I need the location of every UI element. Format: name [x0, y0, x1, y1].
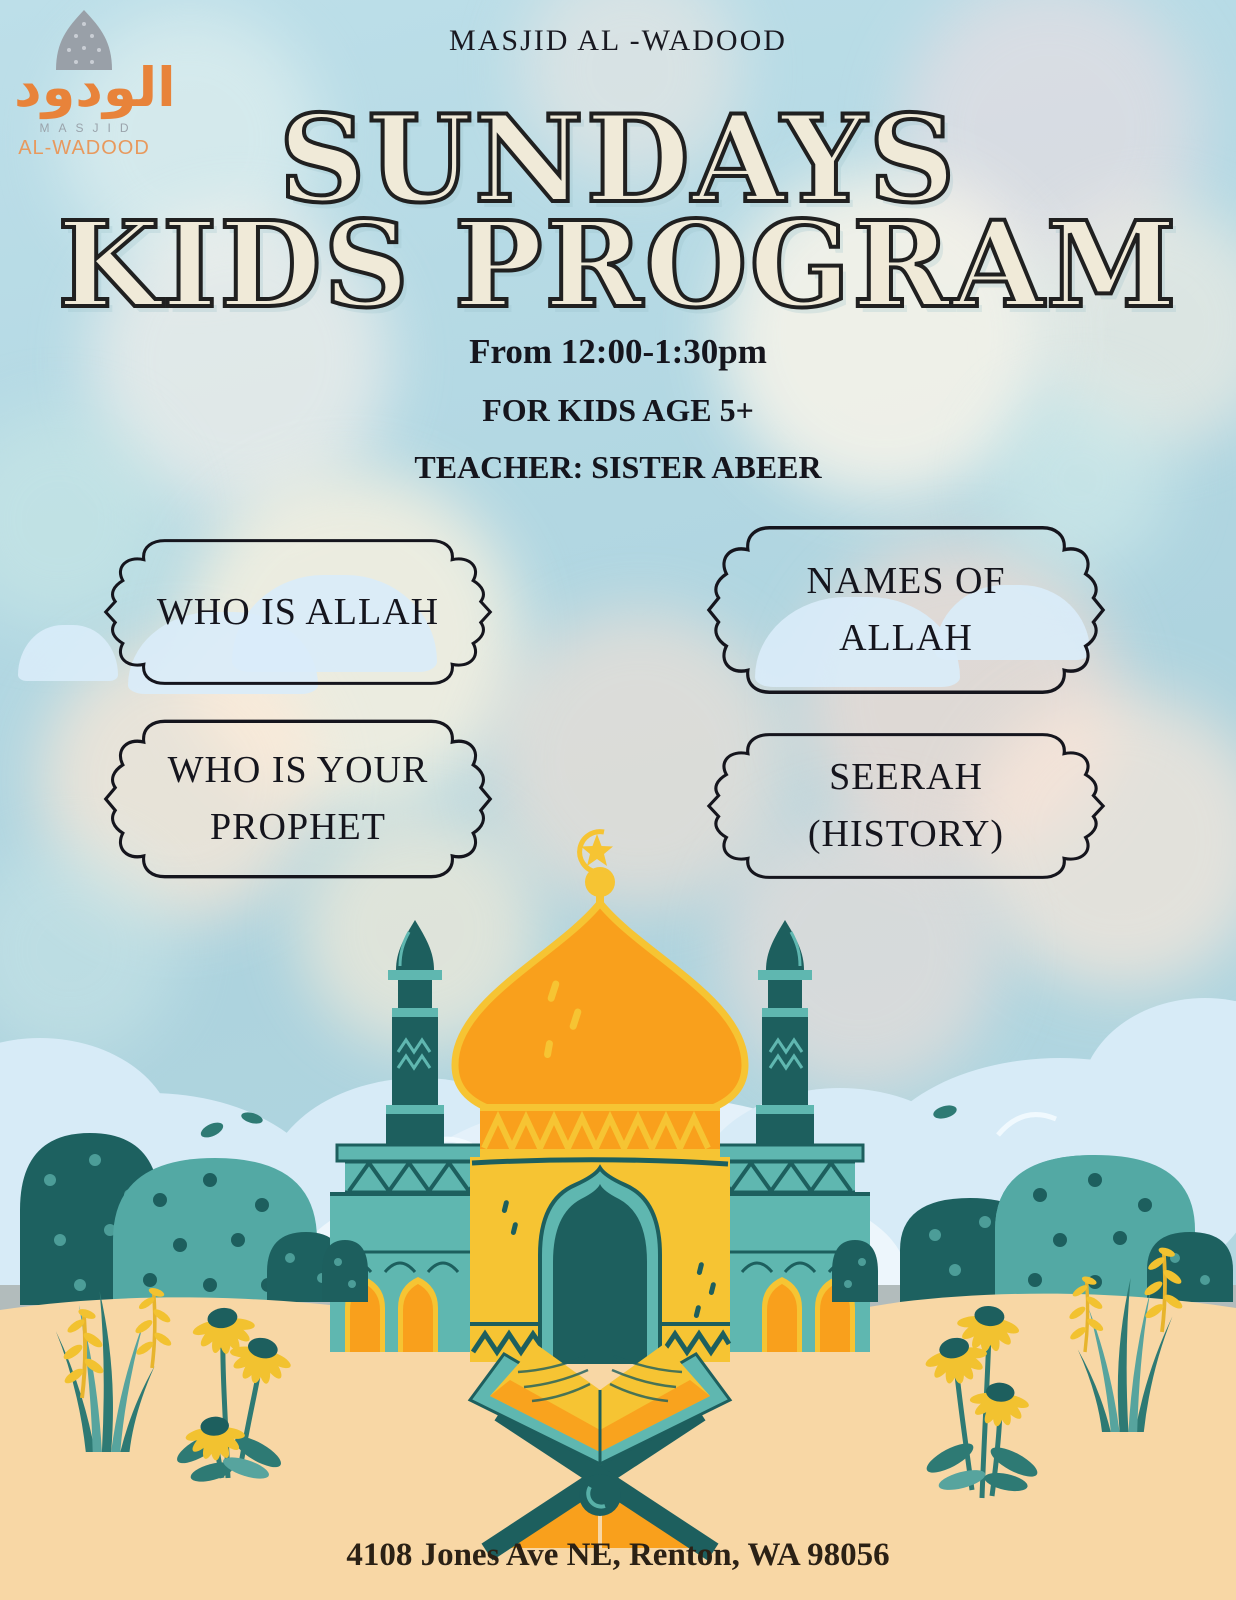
- org-header: MASJID AL -WADOOD: [449, 24, 787, 57]
- topic-label: NAMES OF ALLAH: [806, 560, 1006, 659]
- address: 4108 Jones Ave NE, Renton, WA 98056: [346, 1537, 890, 1573]
- program-age: FOR KIDS AGE 5+: [482, 392, 754, 428]
- logo-alwadood-label: AL-WADOOD: [18, 137, 150, 160]
- program-time: From 12:00-1:30pm: [469, 332, 767, 371]
- topic-label: SEERAH (HISTORY): [807, 756, 1005, 855]
- topic-label: WHO IS YOUR PROPHET: [167, 749, 429, 848]
- program-teacher: TEACHER: SISTER ABEER: [414, 449, 822, 485]
- logo-arabic-calligraphy: الودود: [14, 56, 176, 119]
- mosque: [322, 832, 878, 1362]
- poster-title-line1: SUNDAYS: [278, 89, 958, 230]
- mosque-dome: [455, 903, 745, 1122]
- poster-title-line2: KIDS PROGRAM: [57, 195, 1179, 334]
- topic-label: WHO IS ALLAH: [156, 590, 440, 633]
- logo-masjid-label: MASJID: [39, 121, 138, 136]
